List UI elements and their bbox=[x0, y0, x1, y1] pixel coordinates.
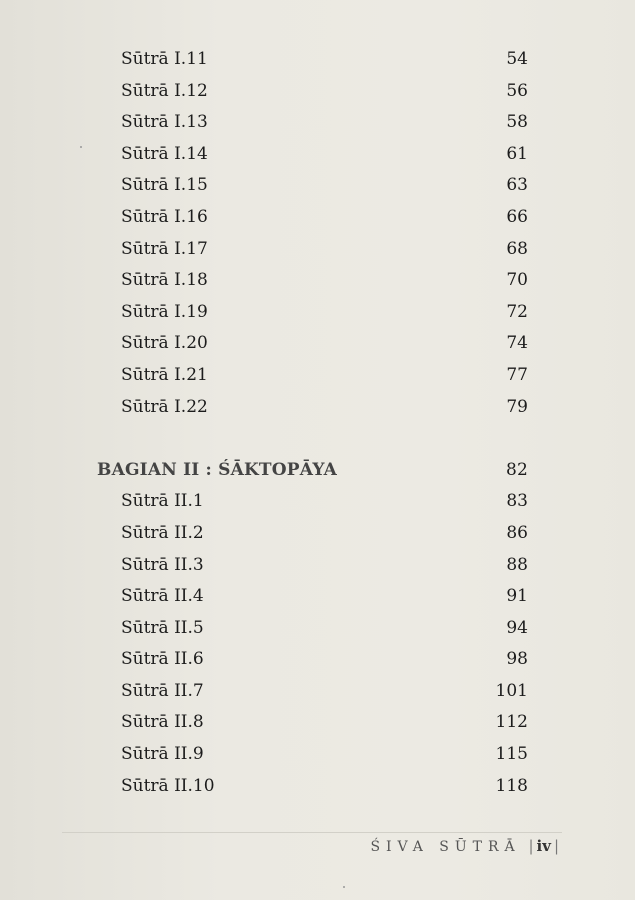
footer-separator-left: | bbox=[528, 837, 534, 855]
paper-speck bbox=[80, 146, 82, 148]
toc-entry bbox=[0, 581, 635, 613]
toc-entry bbox=[0, 107, 635, 139]
toc-entry-label: Sūtrā I.22 bbox=[121, 396, 208, 417]
footer-divider bbox=[62, 832, 562, 833]
toc-entry bbox=[0, 676, 635, 708]
toc-entry-page: 68 bbox=[506, 238, 528, 259]
toc-entry-label: Sūtrā I.21 bbox=[121, 364, 208, 385]
toc-entry-page: 98 bbox=[506, 649, 528, 670]
toc-entry-label: Sūtrā I.12 bbox=[121, 80, 208, 101]
toc-entry-label: Sūtrā I.20 bbox=[121, 333, 208, 354]
toc-entry-label: Sūtrā I.11 bbox=[121, 49, 208, 69]
toc-entry-page: 61 bbox=[506, 143, 528, 164]
toc-entry bbox=[0, 328, 635, 360]
toc-entry bbox=[0, 550, 635, 582]
toc-entry-page: 63 bbox=[506, 175, 528, 196]
toc-entry-page: 56 bbox=[506, 80, 528, 101]
toc-entry-label: Sūtrā I.15 bbox=[121, 175, 208, 196]
toc-entry-page: 77 bbox=[506, 364, 528, 385]
toc-entry bbox=[0, 265, 635, 297]
section-page: 82 bbox=[505, 459, 528, 480]
toc-entry-label: Sūtrā I.18 bbox=[121, 270, 208, 291]
toc-entry-page: 118 bbox=[495, 775, 528, 796]
toc-entry-page: 88 bbox=[506, 554, 528, 575]
toc-entry bbox=[0, 234, 635, 266]
book-title: ŚIVA SŪTRĀ bbox=[370, 839, 521, 855]
toc-entry bbox=[0, 360, 635, 392]
toc-entry bbox=[0, 486, 635, 518]
toc-entry bbox=[0, 518, 635, 550]
toc-entry bbox=[0, 644, 635, 676]
toc-entry-page: 58 bbox=[506, 112, 528, 133]
running-footer bbox=[370, 834, 562, 859]
toc-entry bbox=[0, 392, 635, 424]
toc-entry-page: 112 bbox=[495, 712, 528, 733]
toc-entry bbox=[0, 739, 635, 771]
toc-entry bbox=[0, 613, 635, 645]
toc-entry-label: Sūtrā II.1 bbox=[121, 491, 204, 512]
toc-entry-label: Sūtrā II.2 bbox=[121, 522, 204, 543]
toc-entry-label: Sūtrā II.9 bbox=[121, 744, 204, 765]
toc-entry-label: Sūtrā II.10 bbox=[121, 775, 215, 796]
toc-entry-label: Sūtrā I.14 bbox=[121, 143, 208, 164]
toc-entry-label: Sūtrā II.8 bbox=[121, 712, 204, 733]
toc-entry bbox=[0, 202, 635, 234]
toc-entry bbox=[0, 44, 635, 76]
page-number: iv bbox=[536, 837, 551, 855]
toc-entry-page: 94 bbox=[506, 617, 528, 638]
toc-section-heading bbox=[0, 455, 635, 487]
toc-entry-label: Sūtrā II.3 bbox=[121, 554, 204, 575]
toc-entry-page: 101 bbox=[495, 680, 528, 701]
toc-entry-page: 66 bbox=[506, 206, 528, 227]
toc-entry-page: 86 bbox=[506, 522, 528, 543]
toc-entry bbox=[0, 139, 635, 171]
toc-entry-page: 79 bbox=[506, 396, 528, 417]
toc-entry bbox=[0, 170, 635, 202]
toc-entry bbox=[0, 297, 635, 329]
footer-separator-right: | bbox=[553, 837, 559, 855]
table-of-contents bbox=[0, 44, 635, 802]
toc-entry-page: 115 bbox=[495, 744, 528, 765]
toc-entry-page: 72 bbox=[506, 301, 528, 322]
toc-entry-label: Sūtrā I.13 bbox=[121, 112, 208, 133]
toc-entry bbox=[0, 771, 635, 803]
toc-entry bbox=[0, 76, 635, 108]
toc-entry-label: Sūtrā II.5 bbox=[121, 617, 204, 638]
section-spacer bbox=[0, 423, 635, 455]
paper-speck bbox=[343, 886, 345, 888]
toc-entry-label: Sūtrā I.17 bbox=[121, 238, 208, 259]
toc-entry-label: Sūtrā II.4 bbox=[121, 586, 204, 607]
toc-entry bbox=[0, 707, 635, 739]
toc-entry-label: Sūtrā I.16 bbox=[121, 206, 208, 227]
toc-entry-page: 74 bbox=[506, 333, 528, 354]
section-title: BAGIAN II : ŚĀKTOPĀYA bbox=[97, 459, 337, 480]
toc-entry-label: Sūtrā II.7 bbox=[121, 680, 204, 701]
toc-entry-page: 54 bbox=[506, 49, 528, 69]
toc-entry-page: 83 bbox=[506, 491, 528, 512]
toc-entry-label: Sūtrā I.19 bbox=[121, 301, 208, 322]
toc-entry-page: 91 bbox=[506, 586, 528, 607]
toc-entry-label: Sūtrā II.6 bbox=[121, 649, 204, 670]
toc-entry-page: 70 bbox=[506, 270, 528, 291]
